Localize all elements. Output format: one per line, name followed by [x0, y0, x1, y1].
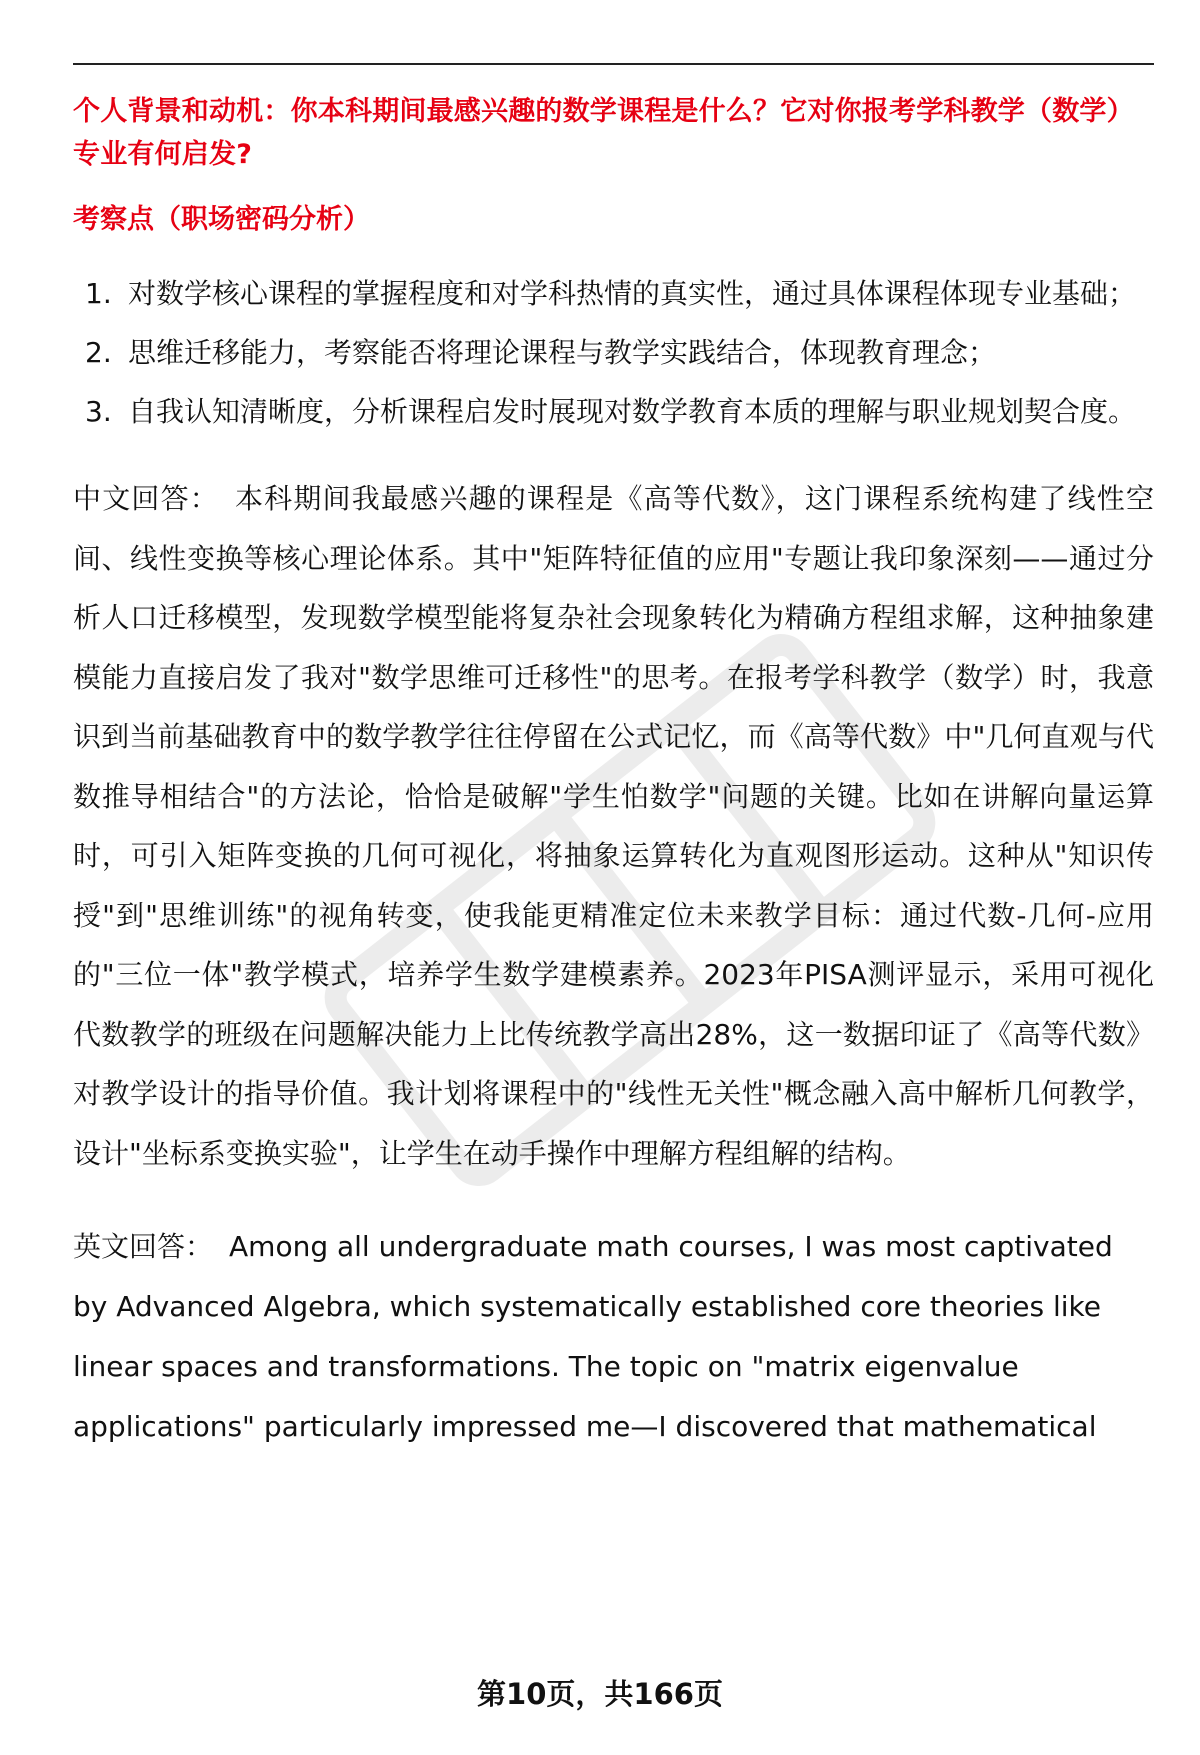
list-item	[73, 264, 1154, 323]
list-item-number: 3.	[85, 395, 112, 428]
answer-chinese	[73, 469, 1154, 1183]
page-number-footer: 第10页，共166页	[477, 1677, 723, 1711]
answer-english	[73, 1217, 1154, 1457]
assessment-list	[73, 264, 1154, 441]
answer-english-label: 英文回答：	[73, 1230, 214, 1263]
answer-chinese-text: 本科期间我最感兴趣的课程是《高等代数》，这门课程系统构建了线性空间、线性变换等核心理论体系。其中"矩阵特征值的应用"专题让我印象深刻——通过分析人口迁移模型，发现数学模型能将复杂社会现象转化为精确方程组求解，这种抽象建模能力直接启发了我对"数学思维可迁移性"的思考。在报考学科教学（数学）时，我意识到当前基础教育中的数学教学往往停留在公式记忆，而《高等代数》中"几何直观与代数推导相结合"的方法论，恰恰是破解"学生怕数学"问题的关键。比如在讲解向量运算时，可引入矩阵变换的几何可视化，将抽象运算转化为直观图形运动。这种从"知识传授"到"思维训练"的视角转变，使我能更精准定位未来教学目标：通过代数-几何-应用的"三位一体"教学模式，培养学生数学建模素养。2023年PISA测评显示，采用可视化代数教学的班级在问题解决能力上比传统教学高出28%，这一数据印证了《高等代数》对教学设计的指导价值。我计划将课程中的"线性无关性"概念融入高中解析几何教学，设计"坐标系变换实验"，让学生在动手操作中理解方程组解的结构。	[73, 482, 1154, 1170]
top-rule	[73, 63, 1154, 65]
list-item	[73, 382, 1154, 441]
list-item-number: 1.	[85, 277, 112, 310]
list-item-number: 2.	[85, 336, 112, 369]
document-body	[73, 90, 1154, 1457]
answer-english-text: Among all undergraduate math courses, I was most captivated by Advanced Algebra, which systematically established core theories like linear spaces and transformations. The topic on "matrix eigenvalue applications" particularly impressed me—I discovered that mathematical	[73, 1230, 1113, 1443]
assessment-title: 考察点（职场密码分析）	[73, 204, 370, 235]
list-item-text: 自我认知清晰度，分析课程启发时展现对数学教育本质的理解与职业规划契合度。	[128, 395, 1137, 428]
answer-chinese-label: 中文回答：	[73, 482, 219, 515]
list-item-text: 思维迁移能力，考察能否将理论课程与教学实践结合，体现教育理念；	[128, 336, 997, 369]
list-item-text: 对数学核心课程的掌握程度和对学科热情的真实性，通过具体课程体现专业基础；	[128, 277, 1137, 310]
question-heading: 个人背景和动机：你本科期间最感兴趣的数学课程是什么？它对你报考学科教学（数学）专业有何启发?	[73, 96, 1134, 170]
list-item	[73, 323, 1154, 382]
